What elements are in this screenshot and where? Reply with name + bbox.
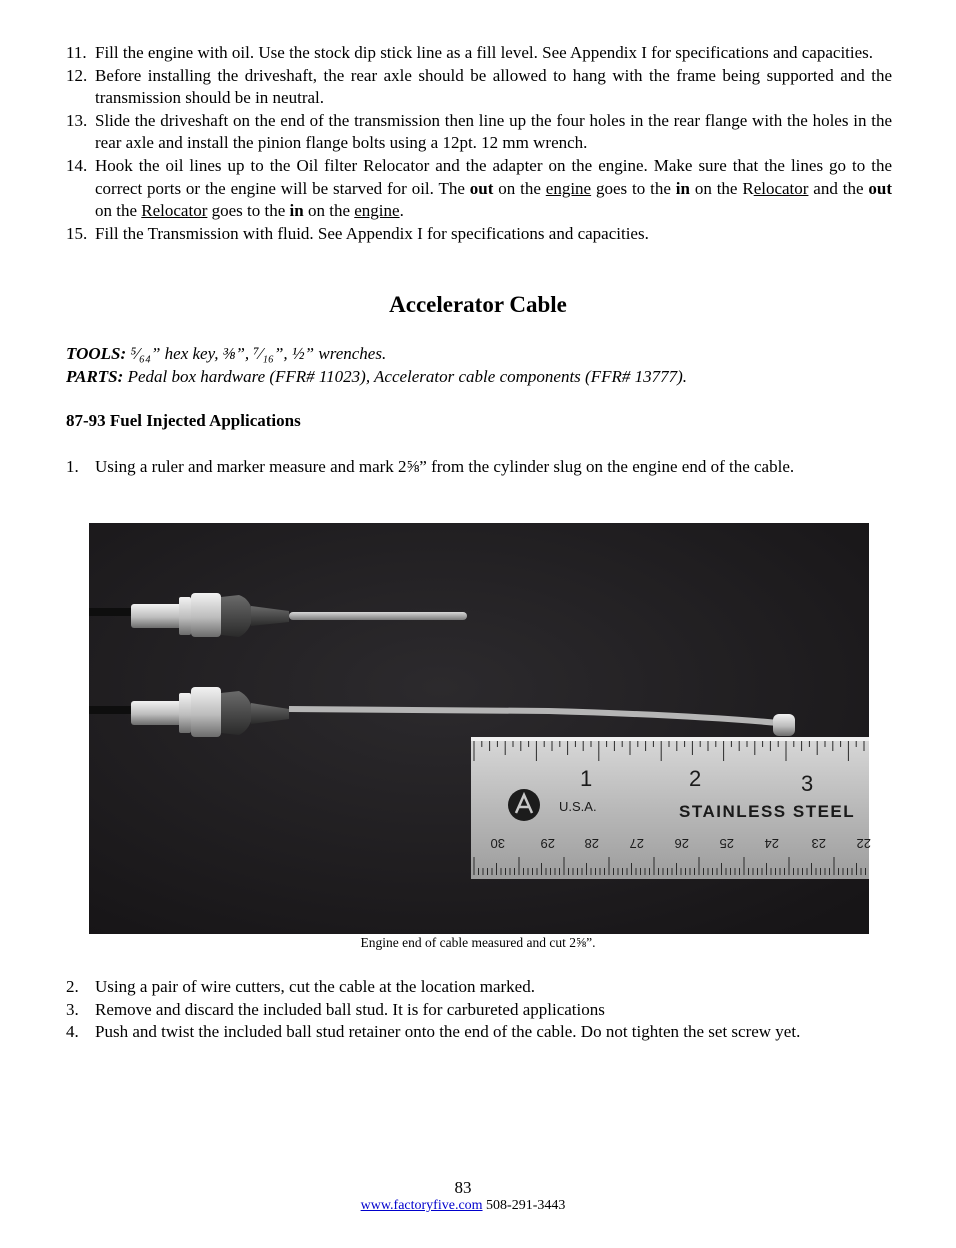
step-text: Using a pair of wire cutters, cut the cable at the location marked. [95, 977, 535, 996]
section-title: Accelerator Cable [389, 292, 567, 317]
step-text: Slide the driveshaft on the end of the transmission then line up the four holes in the rear flange with the holes in the rear axle and install the pinion flange bolts using a 12pt. 12 mm wrench. [95, 110, 892, 153]
page-number: 83 [454, 1178, 472, 1197]
ruler-metric-number: 23 [811, 836, 826, 851]
parts-label: PARTS: [66, 367, 124, 386]
tools-text: ⁵⁄₆₄” hex key, ⅜”, ⁷⁄₁₆”, ½” wrenches. [126, 344, 387, 363]
bold-out: out [868, 178, 892, 198]
underlined-engine: engine [545, 178, 592, 198]
ruler-number: 1 [580, 766, 593, 791]
text-run: goes to the [591, 178, 676, 198]
list-item [66, 456, 892, 479]
ruler-metric-number: 28 [584, 836, 599, 851]
text-run: on the [95, 201, 142, 221]
ruler-metric-number: 22 [856, 836, 871, 851]
ruler-metric-number: 25 [719, 836, 734, 851]
step-text: Using a ruler and marker measure and mark 2⅝” from the cylinder slug on the engine end of the cable. [95, 457, 795, 476]
ruler-metric-labels [491, 836, 871, 851]
list-item [66, 1021, 892, 1044]
text-run: on the R [689, 178, 754, 198]
step-number: 4. [66, 1022, 79, 1042]
subheading: 87-93 Fuel Injected Applications [66, 411, 301, 430]
footer [0, 1198, 926, 1214]
ruler-metric-number: 30 [490, 836, 505, 851]
step-text: Remove and discard the included ball stud. It is for carbureted applications [95, 999, 605, 1019]
ruler-metric-number: 24 [764, 836, 779, 851]
text-run: on the [303, 201, 355, 221]
steps-list-top [66, 42, 892, 245]
ruler-metric-number: 29 [540, 836, 555, 851]
bold-in: in [289, 201, 304, 221]
list-item [66, 155, 892, 223]
text-run: Hook the oil lines up to the Oil filter Relocator and the adapter on the engine. Make sure that the lines go to the correct ports or the engine will be starved for oil. The [95, 155, 892, 198]
bold-out: out [469, 178, 494, 198]
ruler-metric-number: 27 [629, 836, 644, 851]
step-number: 14. [66, 155, 88, 175]
tools-label: TOOLS: [66, 344, 127, 363]
steps-list-step1 [66, 456, 892, 479]
phone-number: 508-291-3443 [486, 1198, 566, 1213]
step-number: 12. [66, 65, 88, 85]
ruler-number: 3 [801, 771, 814, 796]
steps-list-bottom [66, 976, 892, 1044]
list-item [66, 65, 892, 110]
ruler-metric-number: 26 [674, 836, 689, 851]
parts-text: Pedal box hardware (FFR# 11023), Accelerator cable components (FFR# 13777). [123, 367, 688, 386]
website-link[interactable]: www.factoryfive.com [360, 1198, 483, 1213]
ruler-stainless-text: STAINLESS STEEL [679, 802, 856, 821]
step-text [95, 155, 892, 223]
step-text: Fill the Transmission with fluid. See Appendix I for specifications and capacities. [95, 223, 649, 243]
step-text: Push and twist the included ball stud retainer onto the end of the cable. Do not tighten the set screw yet. [95, 1022, 801, 1042]
text-run: . [399, 201, 404, 221]
step-number: 3. [66, 999, 79, 1019]
underlined-relocator: elocator [753, 178, 809, 198]
steel-ruler [471, 737, 871, 879]
ruler-usa-text: U.S.A. [559, 799, 597, 814]
list-item [66, 976, 892, 999]
photo-caption: Engine end of cable measured and cut 2⅝”. [360, 935, 596, 950]
underlined-relocator: Relocator [141, 201, 208, 221]
cable-photo [89, 523, 869, 934]
step-number: 13. [66, 110, 88, 130]
tools-line [66, 342, 687, 365]
step-number: 2. [66, 977, 79, 996]
step-text: Fill the engine with oil. Use the stock dip stick line as a fill level. See Appendix I for specifications and capacities. [95, 43, 874, 62]
text-run: goes to the [207, 201, 290, 221]
text-run: and the [808, 178, 869, 198]
list-item [66, 223, 892, 246]
ruler-number: 2 [689, 766, 702, 791]
step-text: Before installing the driveshaft, the rear axle should be allowed to hang with the frame being supported and the transmission should be in neutral. [95, 65, 892, 108]
step-number: 1. [66, 457, 79, 476]
text-run: on the [493, 178, 546, 198]
step-number: 11. [66, 43, 87, 62]
list-item [66, 42, 892, 65]
tools-parts-block [66, 342, 687, 388]
list-item [66, 999, 892, 1022]
bold-in: in [675, 178, 690, 198]
list-item [66, 110, 892, 155]
parts-line [66, 365, 687, 388]
underlined-engine: engine [354, 201, 400, 221]
step-number: 15. [66, 223, 88, 243]
